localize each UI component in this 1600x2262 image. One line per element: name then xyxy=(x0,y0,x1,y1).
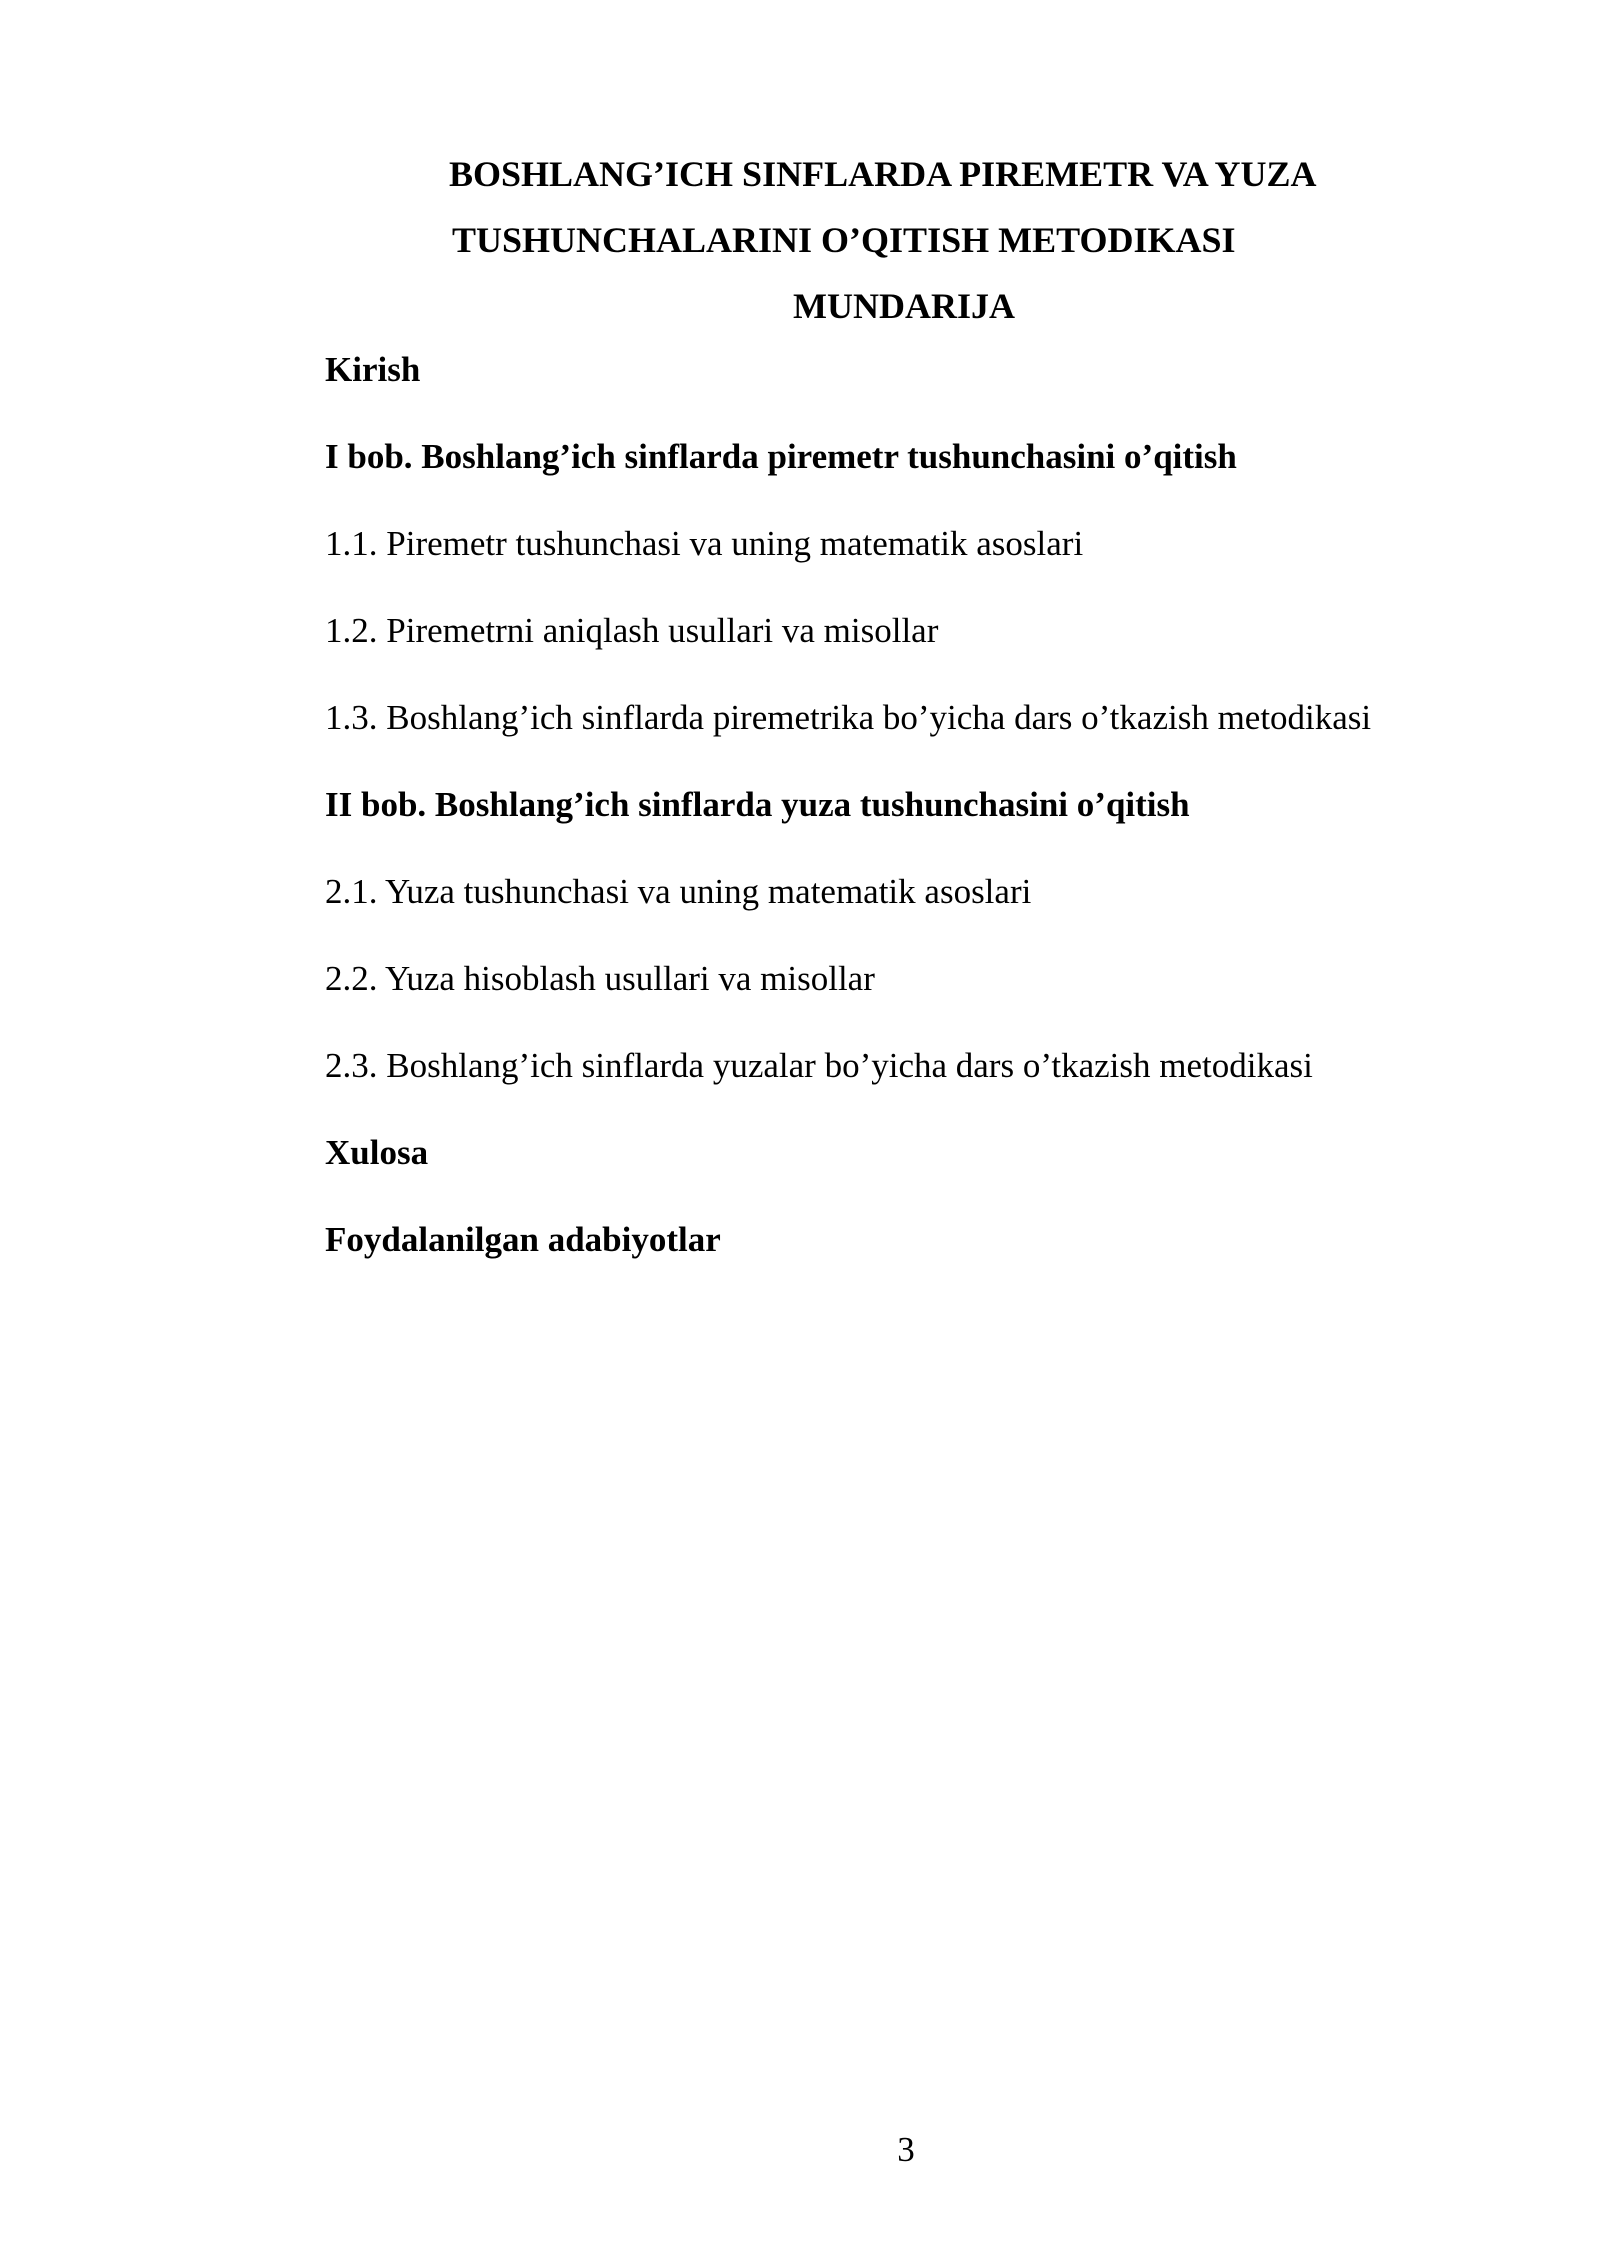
toc-entry-introduction: Kirish xyxy=(325,350,421,389)
toc-entry-section-2-2: 2.2. Yuza hisoblash usullari va misollar xyxy=(325,959,875,998)
toc-entry-section-1-1: 1.1. Piremetr tushunchasi va uning matematik asoslari xyxy=(325,524,1084,563)
toc-entry-section-1-3: 1.3. Boshlang’ich sinflarda piremetrika bo’yicha dars o’tkazish metodikasi xyxy=(325,698,1372,737)
table-of-contents xyxy=(325,348,1525,1305)
toc-entry-section-2-3: 2.3. Boshlang’ich sinflarda yuzalar bo’yicha dars o’tkazish metodikasi xyxy=(325,1046,1313,1085)
toc-entry-section-2-1: 2.1. Yuza tushunchasi va uning matematik asoslari xyxy=(325,872,1032,911)
document-title-line-2: TUSHUNCHALARINI O’QITISH METODIKASI xyxy=(452,220,1236,260)
document-title-line-1: BOSHLANG’ICH SINFLARDA PIREMETR VA YUZA xyxy=(449,154,1317,194)
contents-heading: MUNDARIJA xyxy=(793,286,1015,326)
page-number: 3 xyxy=(897,2130,915,2169)
toc-entry-references: Foydalanilgan adabiyotlar xyxy=(325,1220,721,1259)
toc-entry-section-1-2: 1.2. Piremetrni aniqlash usullari va misollar xyxy=(325,611,939,650)
toc-entry-chapter-1: I bob. Boshlang’ich sinflarda piremetr tushunchasini o’qitish xyxy=(325,437,1237,476)
toc-entry-conclusion: Xulosa xyxy=(325,1133,429,1172)
toc-entry-chapter-2: II bob. Boshlang’ich sinflarda yuza tushunchasini o’qitish xyxy=(325,785,1190,824)
